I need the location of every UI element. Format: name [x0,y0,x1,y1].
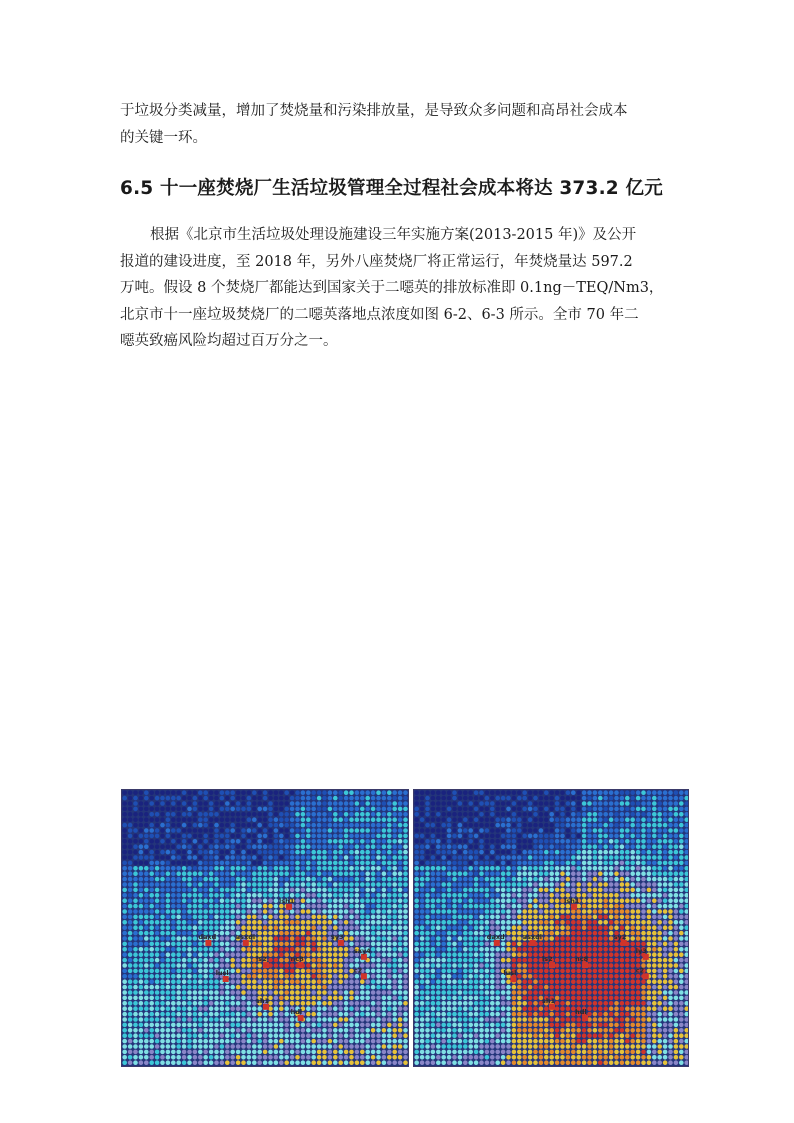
map-right-canvas [414,790,689,1067]
incinerator-label: ly3 [635,946,647,955]
incinerator-label: nc8 [575,955,589,964]
body-line-2: 报道的建设进度，至 2018 年，另外八座焚烧厂将正常运行，年焚烧量达 597.2 [120,253,633,270]
incinerator-label: lsh1 [564,896,580,905]
intro-line-2: 的关键一环。 [120,129,207,146]
body-line-5: 噁英致癌风险均超过百万分之一。 [120,333,338,349]
section-heading: 6.5 十一座焚烧厂生活垃圾管理全过程社会成本将达 373.2 亿元 [120,178,663,199]
incinerator-label: lsh1 [279,896,295,905]
incinerator-label: ls2 [256,955,267,964]
incinerator-label: daxd [198,932,217,941]
incinerator-label: nc8 [290,955,304,964]
incinerator-label: c2 [635,966,645,975]
incinerator-label: lusl [215,969,229,977]
dioxin-concentration-map-left [121,789,409,1067]
incinerator-label: hdl [575,1008,587,1016]
incinerator-label: sh1 [542,996,556,1005]
incinerator-label: hdl [290,1008,303,1016]
incinerator-label: sy3 [330,932,344,941]
concentration-dot-grid [414,790,689,1065]
incinerator-label: sxy4 [353,946,371,955]
incinerator-label: daxd [486,932,505,941]
incinerator-label: ls2 [542,955,553,964]
incinerator-label: asxdl [522,932,543,941]
dioxin-concentration-map-right [413,789,689,1067]
incinerator-label: sy2 [613,932,627,941]
incinerator-label: sh1 [256,996,270,1005]
incinerator-label: lusl [503,969,517,977]
intro-paragraph [120,98,680,151]
incinerator-label: c2 [353,966,363,975]
incinerator-label: asxdl [235,932,256,941]
intro-line-1: 于垃圾分类减量，增加了焚烧量和污染排放量，是导致众多问题和高昂社会成本 [120,103,628,119]
section-body-paragraph [120,222,680,355]
body-line-1: 根据《北京市生活垃圾处理设施建设三年实施方案(2013-2015 年)》及公开 [150,227,637,243]
body-line-3: 万吨。假设 8 个焚烧厂都能达到国家关于二噁英的排放标准即 0.1ng－TEQ/Nm3， [120,280,664,296]
body-line-4: 北京市十一座垃圾焚烧厂的二噁英落地点浓度如图 6-2、6-3 所示。全市 70 年二 [120,306,639,323]
map-left-canvas [122,790,409,1067]
